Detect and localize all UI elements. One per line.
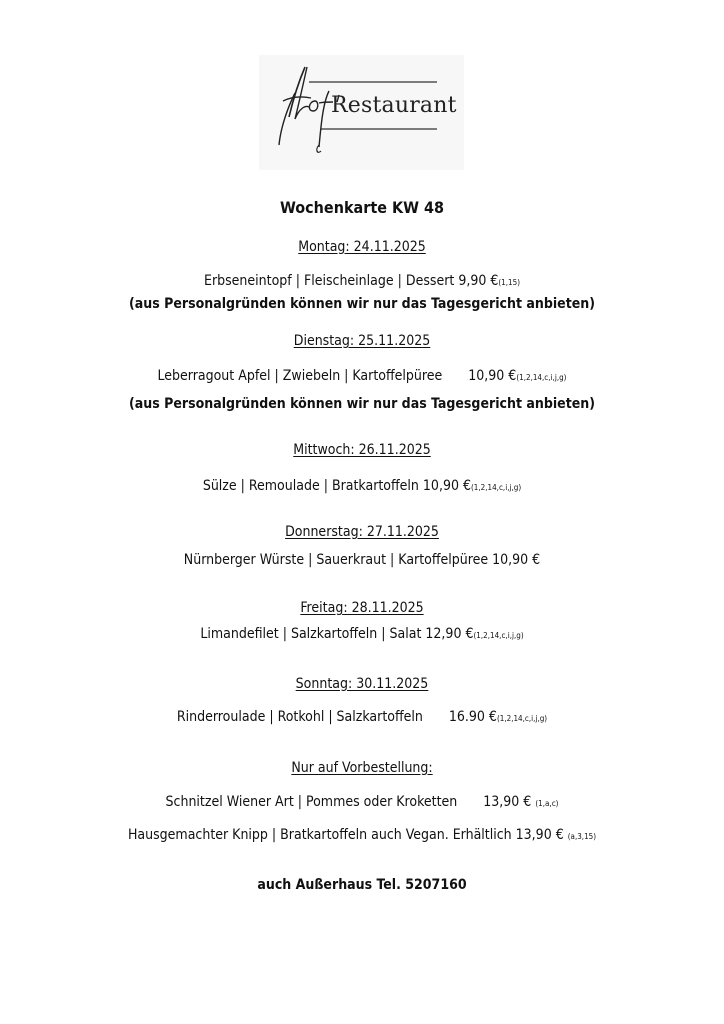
dish-price: 10,90 € bbox=[468, 368, 517, 384]
menu-item-thursday bbox=[0, 553, 724, 567]
menu-item-tuesday bbox=[0, 369, 724, 383]
day-heading-friday: Freitag: 28.11.2025 bbox=[300, 600, 424, 616]
dish-name: Rinderroulade | Rotkohl | Salzkartoffeln bbox=[176, 709, 423, 725]
day-heading-monday: Montag: 24.11.2025 bbox=[298, 239, 426, 255]
logo-wordmark: Restaurant bbox=[331, 93, 457, 118]
allergen-codes: (1,2,14,c,i,j,g) bbox=[496, 714, 548, 723]
allergen-codes: (1,2,14,c,i,j,g) bbox=[473, 631, 524, 640]
day-heading-thursday: Donnerstag: 27.11.2025 bbox=[285, 524, 439, 540]
allergen-codes: (1,2,14,c,i,j,g) bbox=[470, 483, 522, 492]
dish-name: Leberragout Apfel | Zwiebeln | Kartoffelpüree bbox=[157, 368, 443, 384]
dish-name: Hausgemachter Knipp | Bratkartoffeln auch Vegan. Erhältlich bbox=[127, 827, 512, 843]
restaurant-logo bbox=[259, 55, 464, 170]
day-heading-sunday: Sonntag: 30.11.2025 bbox=[295, 676, 429, 692]
dish-price: 13,90 € bbox=[483, 794, 532, 810]
menu-item-friday bbox=[0, 627, 724, 641]
page-title: Wochenkarte KW 48 bbox=[279, 198, 445, 217]
dish-name: Erbseneintopf | Fleischeinlage | Dessert bbox=[203, 273, 455, 289]
notice-tuesday: (aus Personalgründen können wir nur das Tagesgericht anbieten) bbox=[129, 396, 595, 412]
takeaway-phone: auch Außerhaus Tel. 5207160 bbox=[257, 877, 467, 893]
allergen-codes: (1,15) bbox=[498, 278, 521, 287]
dish-price: 9,90 € bbox=[458, 273, 499, 289]
dish-price: 13,90 € bbox=[515, 827, 564, 843]
notice-monday: (aus Personalgründen können wir nur das Tagesgericht anbieten) bbox=[129, 296, 595, 312]
dish-name: Nürnberger Würste | Sauerkraut | Kartoffelpüree bbox=[183, 552, 489, 568]
dish-price: 16.90 € bbox=[448, 709, 497, 725]
dish-name: Limandefilet | Salzkartoffeln | Salat bbox=[200, 626, 422, 642]
allergen-codes: (a,3,15) bbox=[567, 832, 597, 841]
dish-price: 10,90 € bbox=[422, 478, 471, 494]
menu-item-monday bbox=[0, 274, 724, 288]
preorder-item-knipp bbox=[0, 828, 724, 842]
dish-name: Sülze | Remoulade | Bratkartoffeln bbox=[202, 478, 419, 494]
day-heading-tuesday: Dienstag: 25.11.2025 bbox=[293, 333, 431, 349]
menu-item-sunday bbox=[0, 710, 724, 724]
preorder-heading: Nur auf Vorbestellung: bbox=[291, 760, 433, 776]
dish-price: 10,90 € bbox=[492, 552, 541, 568]
menu-item-wednesday bbox=[0, 479, 724, 493]
dish-name: Schnitzel Wiener Art | Pommes oder Kroketten bbox=[165, 794, 458, 810]
preorder-item-schnitzel bbox=[0, 795, 724, 809]
day-heading-wednesday: Mittwoch: 26.11.2025 bbox=[293, 442, 431, 458]
allergen-codes: (1,a,c) bbox=[535, 799, 559, 808]
allergen-codes: (1,2,14,c,i,j,g) bbox=[516, 373, 567, 382]
dish-price: 12,90 € bbox=[425, 626, 474, 642]
